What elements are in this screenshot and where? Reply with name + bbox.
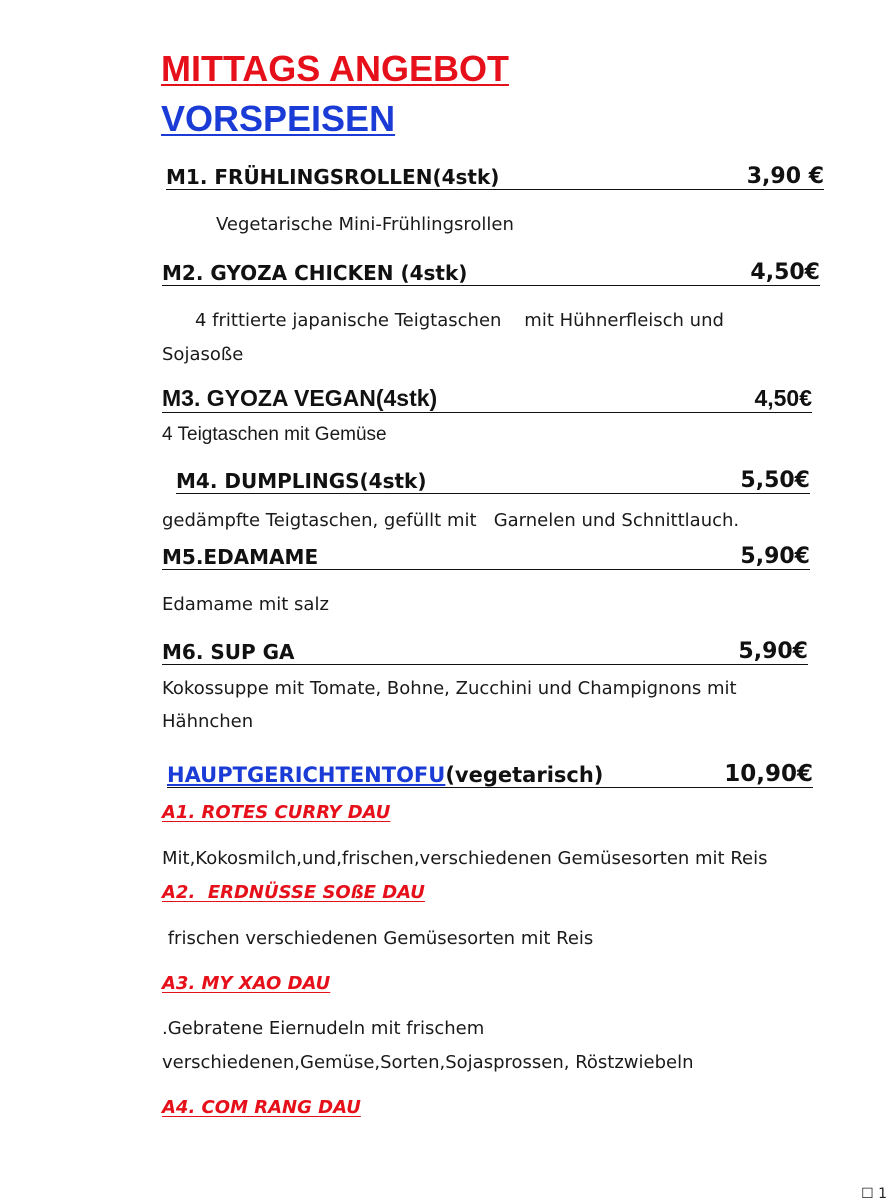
item-price: 5,90€ xyxy=(740,544,810,569)
item-description: Edamame mit salz xyxy=(162,594,329,615)
item-name: M5.EDAMAME xyxy=(162,545,319,569)
menu-item-m2 xyxy=(162,261,820,286)
main-item-a4: A4. COM RANG DAU xyxy=(162,1097,361,1118)
item-price: 3,90 € xyxy=(746,164,824,189)
item-description: gedämpfte Teigtaschen, gefüllt mit Garnelen und Schnittlauch. xyxy=(162,510,740,531)
menu-item-m1 xyxy=(166,165,824,190)
item-description: 4 Teigtaschen mit Gemüse xyxy=(162,424,387,445)
item-description: 4 frittierte japanische Teigtaschen mit Hühnerfleisch und xyxy=(195,310,724,331)
item-description: Vegetarische Mini-Frühlingsrollen xyxy=(216,214,514,235)
item-description: verschiedenen,Gemüse,Sorten,Sojasprossen, Röstzwiebeln xyxy=(162,1052,694,1073)
item-description: Hähnchen xyxy=(162,711,254,732)
mains-price: 10,90€ xyxy=(724,761,813,787)
main-item-a3: A3. MY XAO DAU xyxy=(162,973,331,994)
mains-section-title xyxy=(167,763,603,787)
item-name: M1. FRÜHLINGSROLLEN(4stk) xyxy=(166,165,500,189)
menu-item-m5 xyxy=(162,545,810,570)
item-description: Mit,Kokosmilch,und,frischen,verschiedenen Gemüsesorten mit Reis xyxy=(162,848,768,869)
mains-title: HAUPTGERICHTENTOFU xyxy=(167,763,446,787)
item-price: 5,90€ xyxy=(738,639,808,664)
menu-item-m6 xyxy=(162,640,808,665)
item-description: .Gebratene Eiernudeln mit frischem xyxy=(162,1018,485,1039)
menu-title: MITTAGS ANGEBOT xyxy=(161,48,509,89)
item-description: Kokossuppe mit Tomate, Bohne, Zucchini und Champignons mit xyxy=(162,678,737,699)
main-item-a2: A2. ERDNÜSSE SOßE DAU xyxy=(162,882,425,903)
menu-item-m4 xyxy=(176,469,810,494)
section-header-mains xyxy=(167,759,813,788)
item-price: 5,50€ xyxy=(740,468,810,493)
item-name: M3. GYOZA VEGAN(4stk) xyxy=(162,385,438,411)
item-name: M2. GYOZA CHICKEN (4stk) xyxy=(162,261,468,285)
item-price: 4,50€ xyxy=(750,260,820,285)
item-description: Sojasoße xyxy=(162,344,244,365)
item-price: 4,50€ xyxy=(754,385,812,411)
page-marker: ☐ 1 xyxy=(861,1186,887,1202)
item-name: M6. SUP GA xyxy=(162,640,295,664)
item-name: M4. DUMPLINGS(4stk) xyxy=(176,469,427,493)
menu-item-m3 xyxy=(162,385,812,413)
main-item-a1: A1. ROTES CURRY DAU xyxy=(162,802,391,823)
section-title-starters: VORSPEISEN xyxy=(161,98,396,139)
mains-subtitle: (vegetarisch) xyxy=(445,763,604,787)
item-description: frischen verschiedenen Gemüsesorten mit Reis xyxy=(162,928,594,949)
